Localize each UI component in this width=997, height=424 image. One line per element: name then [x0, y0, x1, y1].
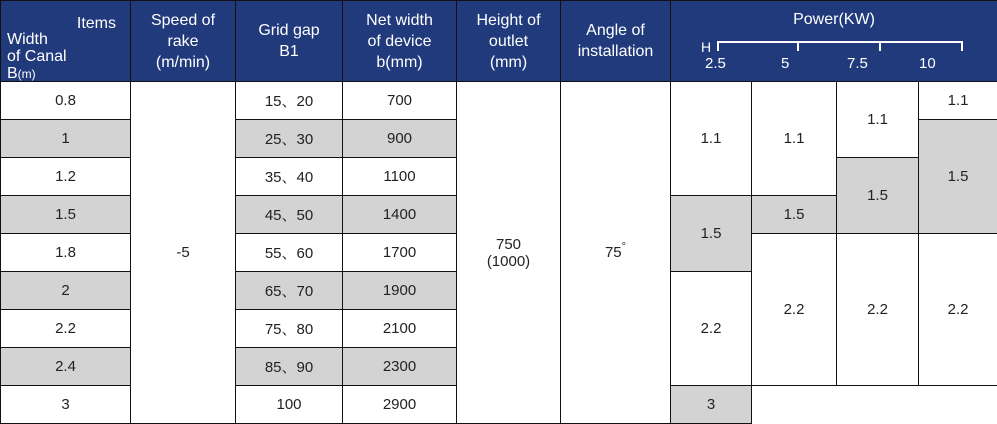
power-10-cell: 2.2: [919, 234, 997, 386]
angle-header: Angle of installation: [561, 1, 671, 82]
power-7-5-cell: 1.5: [837, 158, 919, 234]
power-value-5: 5: [781, 53, 789, 74]
grid-gap-cell: 25、30: [236, 120, 343, 158]
net-width-cell: 700: [343, 82, 457, 120]
power-2-5-cell: 2.2: [671, 272, 752, 386]
net-width-cell: 1900: [343, 272, 457, 310]
power-scale-line: [717, 41, 963, 53]
power-header: [671, 1, 997, 82]
power-value-2-5: 2.5: [705, 53, 726, 74]
grid-gap-cell: 55、60: [236, 234, 343, 272]
speed-cell: -5: [131, 82, 236, 424]
canal-width-cell: 1.2: [1, 158, 131, 196]
power-2-5-cell: 1.5: [671, 196, 752, 272]
power-tick: [717, 41, 719, 51]
items-label: Items: [77, 13, 116, 34]
power-5-cell: 1.5: [752, 196, 837, 234]
canal-width-cell: 3: [1, 386, 131, 424]
height-outlet-cell: [457, 82, 561, 424]
grid-gap-cell: 15、20: [236, 82, 343, 120]
power-tick: [879, 41, 881, 51]
power-value-10: 10: [919, 53, 936, 74]
net-width-cell: 1700: [343, 234, 457, 272]
canal-width-cell: 1.5: [1, 196, 131, 234]
width-of-canal-label: [7, 31, 67, 83]
width-unit: (m): [18, 67, 36, 81]
width-line3: B: [7, 65, 18, 82]
power-10-cell: 1.1: [919, 82, 997, 120]
net-width-cell: 2300: [343, 348, 457, 386]
height-outlet-header: Height of outlet (mm): [457, 1, 561, 82]
canal-width-cell: 2.2: [1, 310, 131, 348]
power-2-5-cell: 1.1: [671, 82, 752, 196]
net-width-cell: 1400: [343, 196, 457, 234]
grid-gap-cell: 35、40: [236, 158, 343, 196]
canal-width-cell: 2.4: [1, 348, 131, 386]
degree-mark: °: [622, 241, 626, 253]
power-value-7-5: 7.5: [847, 53, 868, 74]
header-row: [1, 1, 997, 82]
net-width-header: Net width of device b(mm): [343, 1, 457, 82]
height-value: 750: [496, 236, 521, 253]
power-5-cell: 2.2: [752, 234, 837, 386]
power-tick: [797, 41, 799, 51]
power-7-5-cell: 1.1: [837, 82, 919, 158]
power-2-5-cell: 3: [671, 386, 752, 424]
power-5-cell: 1.1: [752, 82, 837, 196]
canal-width-cell: 0.8: [1, 82, 131, 120]
h-label: H: [701, 37, 711, 58]
canal-width-cell: 2: [1, 272, 131, 310]
grid-gap-cell: 65、70: [236, 272, 343, 310]
net-width-cell: 2900: [343, 386, 457, 424]
corner-header: [1, 1, 131, 82]
power-title: Power(KW): [671, 9, 997, 30]
angle-cell: [561, 82, 671, 424]
grid-gap-cell: 100: [236, 386, 343, 424]
canal-width-cell: 1: [1, 120, 131, 158]
angle-value: 75: [605, 244, 622, 261]
net-width-cell: 2100: [343, 310, 457, 348]
speed-header: Speed of rake (m/min): [131, 1, 236, 82]
net-width-cell: 1100: [343, 158, 457, 196]
height-alt-value: (1000): [487, 253, 530, 270]
width-line2: of Canal: [7, 48, 67, 65]
power-7-5-cell: 2.2: [837, 234, 919, 386]
net-width-cell: 900: [343, 120, 457, 158]
grid-gap-cell: 75、80: [236, 310, 343, 348]
width-line1: Width: [7, 31, 48, 48]
power-10-cell: 1.5: [919, 120, 997, 234]
canal-width-cell: 1.8: [1, 234, 131, 272]
grid-gap-cell: 45、50: [236, 196, 343, 234]
table-row: [1, 82, 997, 120]
grid-gap-cell: 85、90: [236, 348, 343, 386]
power-tick: [961, 41, 963, 51]
grid-gap-header: Grid gap B1: [236, 1, 343, 82]
